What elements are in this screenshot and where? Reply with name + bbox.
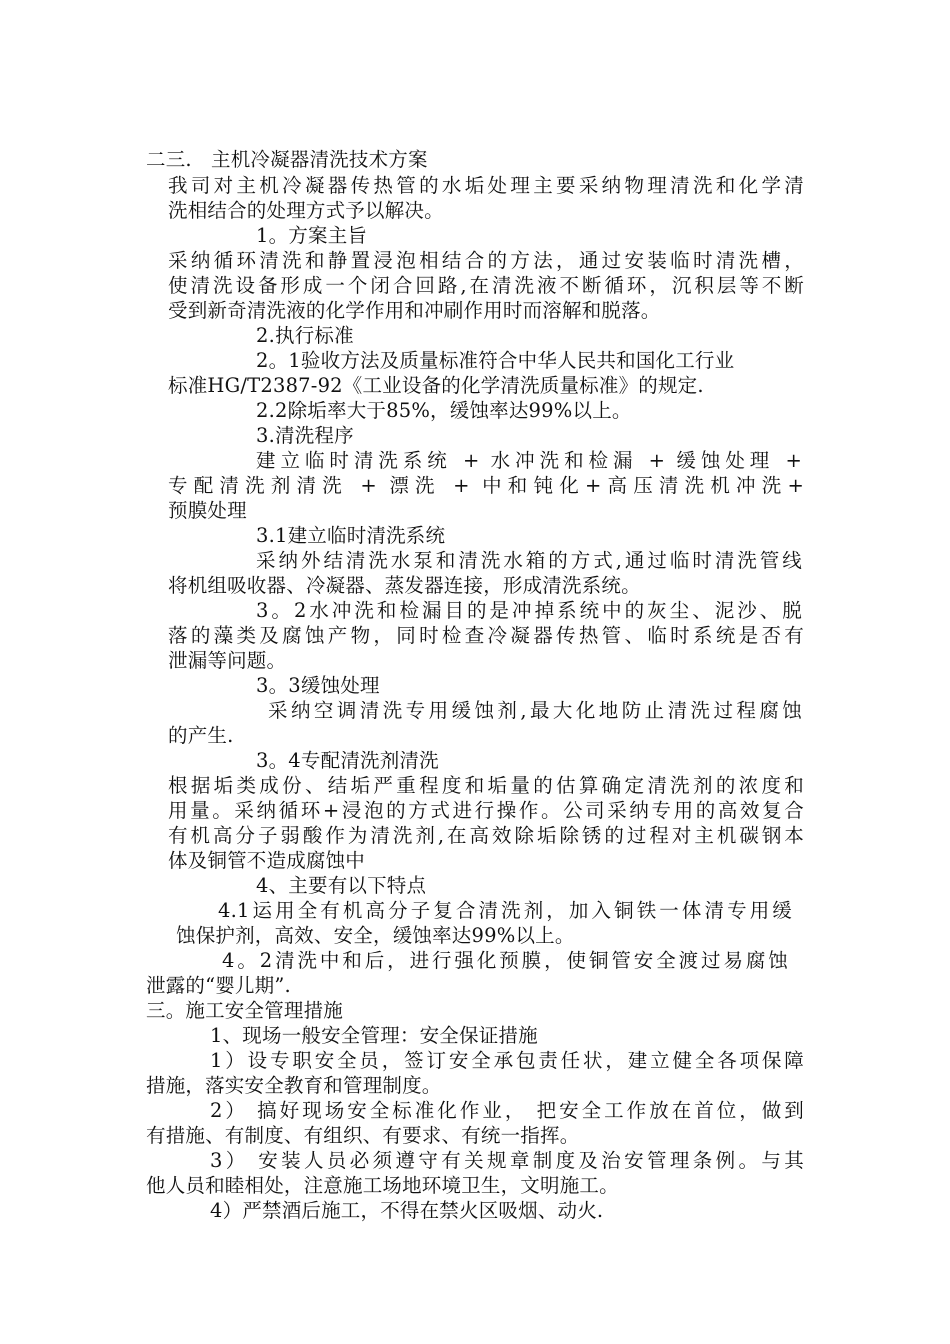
paragraph-line: 采纳空调清洗专用缓蚀剂,最大化地防止清洗过程腐蚀 xyxy=(268,699,802,722)
paragraph-line: 4）严禁酒后施工，不得在禁火区吸烟、动火. xyxy=(210,1199,604,1222)
subheading: 2.执行标准 xyxy=(256,324,354,347)
paragraph-line: 2。1验收方法及质量标准符合中华人民共和国化工行业 xyxy=(256,349,735,372)
paragraph-line: 专配清洗剂清洗 + 漂洗 + 中和钝化+高压清洗机冲洗+ xyxy=(168,474,804,497)
paragraph-line: 3。2水冲洗和检漏目的是冲掉系统中的灰尘、泥沙、脱 xyxy=(256,599,802,622)
paragraph-line: 2.2除垢率大于85%，缓蚀率达99%以上。 xyxy=(256,399,632,422)
subheading: 3。4专配清洗剂清洗 xyxy=(256,749,439,772)
paragraph-line: 标准HG/T2387-92《工业设备的化学清洗质量标准》的规定. xyxy=(168,374,704,397)
paragraph-line: 用量。采纳循环+浸泡的方式进行操作。公司采纳专用的高效复合 xyxy=(168,799,804,822)
subheading: 1。方案主旨 xyxy=(256,224,368,247)
paragraph-line: 根据垢类成份、结垢严重程度和垢量的估算确定清洗剂的浓度和 xyxy=(168,774,804,797)
paragraph-line: 预膜处理 xyxy=(168,499,247,522)
paragraph-line: 他人员和睦相处，注意施工场地环境卫生，文明施工。 xyxy=(146,1174,619,1197)
paragraph-line: 建立临时清洗系统 + 水冲洗和检漏 + 缓蚀处理 + xyxy=(256,449,802,472)
paragraph-line: 将机组吸收器、冷凝器、蒸发器连接，形成清洗系统。 xyxy=(168,574,641,597)
subheading: 3.1建立临时清洗系统 xyxy=(256,524,446,547)
paragraph-line: 的产生. xyxy=(168,724,234,747)
paragraph-line: 2） 搞好现场安全标准化作业， 把安全工作放在首位，做到 xyxy=(210,1099,804,1122)
section-heading: 三。施工安全管理措施 xyxy=(146,999,344,1022)
paragraph-line: 采纳循环清洗和静置浸泡相结合的方法，通过安装临时清洗槽， xyxy=(168,249,804,272)
paragraph-line: 采纳外结清洗水泵和清洗水箱的方式,通过临时清洗管线 xyxy=(256,549,802,572)
paragraph-line: 蚀保护剂，高效、安全，缓蚀率达99%以上。 xyxy=(176,924,575,947)
paragraph-line: 洗相结合的处理方式予以解决。 xyxy=(168,199,444,222)
paragraph-line: 有措施、有制度、有组织、有要求、有统一指挥。 xyxy=(146,1124,580,1147)
paragraph-line: 泄露的“婴儿期”. xyxy=(146,974,291,997)
paragraph-line: 3） 安装人员必须遵守有关规章制度及治安管理条例。与其 xyxy=(210,1149,804,1172)
paragraph-line: 4.1运用全有机高分子复合清洗剂，加入铜铁一体清专用缓 xyxy=(218,899,792,922)
paragraph-line: 有机高分子弱酸作为清洗剂,在高效除垢除锈的过程对主机碳钢本 xyxy=(168,824,804,847)
subheading: 4、主要有以下特点 xyxy=(256,874,427,897)
paragraph-line: 泄漏等问题。 xyxy=(168,649,287,672)
paragraph-line: 4。2清洗中和后，进行强化预膜，使铜管安全渡过易腐蚀 xyxy=(222,949,788,972)
subheading: 1、现场一般安全管理：安全保证措施 xyxy=(210,1024,538,1047)
paragraph-line: 1）设专职安全员，签订安全承包责任状，建立健全各项保障 xyxy=(210,1049,804,1072)
subheading: 3.清洗程序 xyxy=(256,424,354,447)
subheading: 3。3缓蚀处理 xyxy=(256,674,380,697)
paragraph-line: 体及铜管不造成腐蚀中 xyxy=(168,849,366,872)
paragraph-line: 我司对主机冷凝器传热管的水垢处理主要采纳物理清洗和化学清 xyxy=(168,174,804,197)
paragraph-line: 落的藻类及腐蚀产物，同时检查冷凝器传热管、临时系统是否有 xyxy=(168,624,804,647)
paragraph-line: 措施，落实安全教育和管理制度。 xyxy=(146,1074,442,1097)
paragraph-line: 受到新奇清洗液的化学作用和冲刷作用时而溶解和脱落。 xyxy=(168,299,661,322)
paragraph-line: 使清洗设备形成一个闭合回路,在清洗液不断循环，沉积层等不断 xyxy=(168,274,804,297)
section-heading: 二三. 主机冷凝器清洗技术方案 xyxy=(146,148,428,171)
